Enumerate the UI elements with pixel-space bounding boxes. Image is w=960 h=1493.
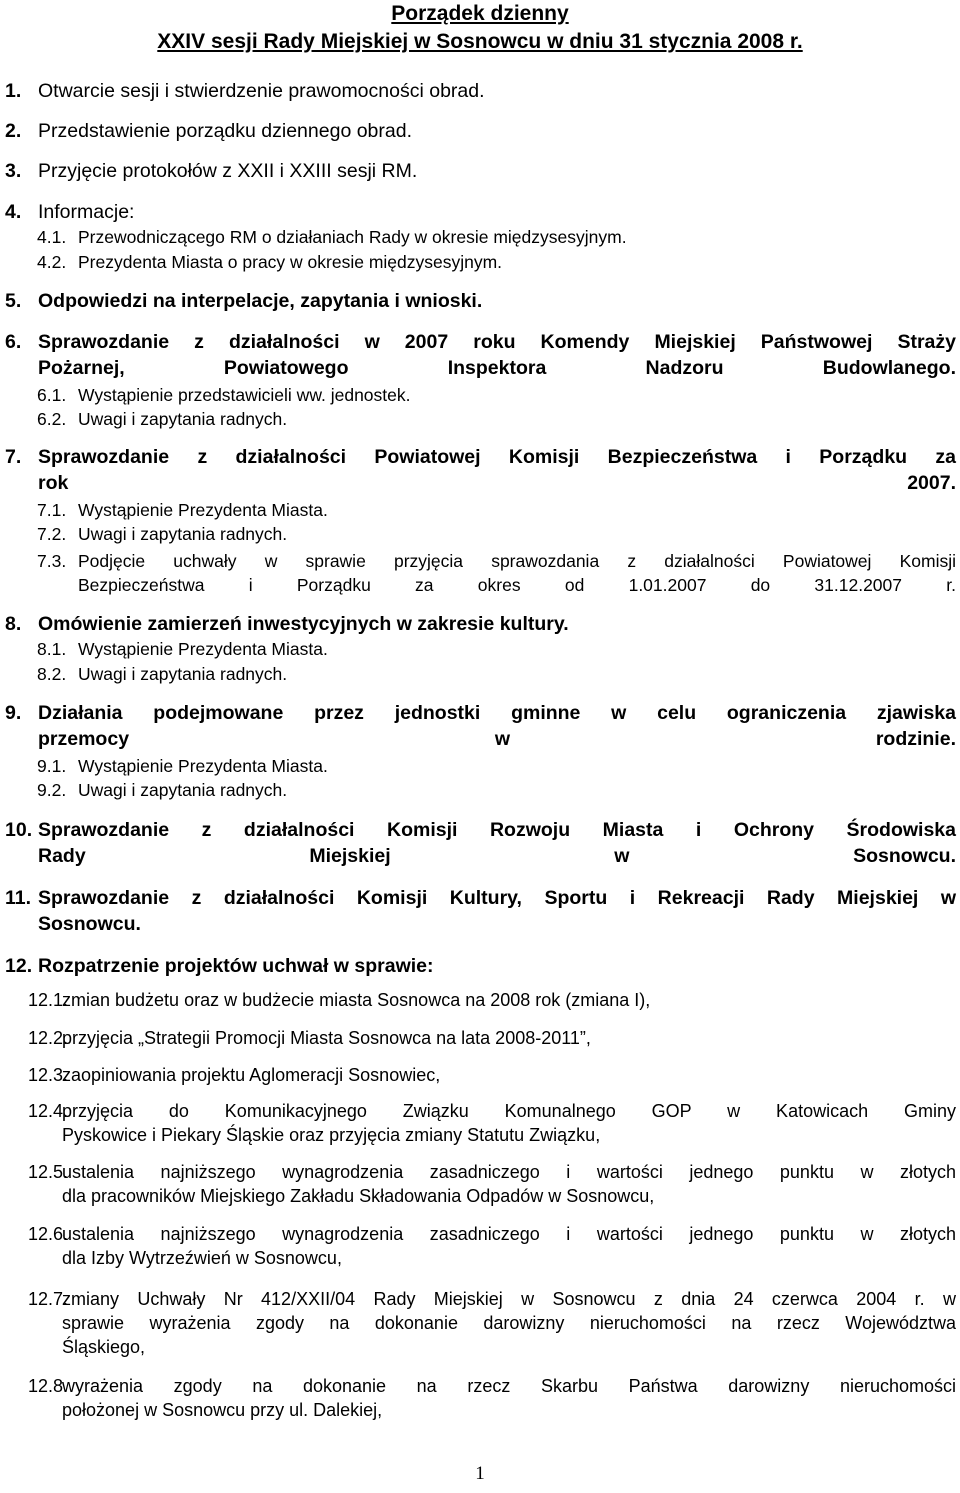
subitem-number: 9.1.: [37, 756, 67, 776]
item-text: Przedstawienie porządku dziennego obrad.: [38, 120, 412, 142]
subitem-text-line: położonej w Sosnowcu przy ul. Dalekiej,: [62, 1400, 383, 1420]
item-text-line: rok 2007.: [38, 472, 956, 494]
item-text-line: Sprawozdanie z działalności Komisji Kultury, Sportu i Rekreacji Rady Miejskiej w: [38, 887, 956, 909]
subitem-number: 12.3.: [28, 1065, 69, 1085]
subitem-text: Prezydenta Miasta o pracy w okresie międzysesyjnym.: [78, 252, 503, 272]
item-number: 3.: [5, 160, 22, 182]
subitem-text-line: ustalenia najniższego wynagrodzenia zasadniczego i wartości jednego punktu w złotych: [62, 1162, 956, 1182]
subitem-text: [78, 549, 956, 597]
item-text-line: przemocy w rodzinie.: [38, 728, 956, 750]
item-text-line: Sprawozdanie z działalności w 2007 roku Komendy Miejskiej Państwowej Straży: [38, 331, 956, 353]
subitem-text: Przewodniczącego RM o działaniach Rady w okresie międzysesyjnym.: [78, 227, 627, 247]
subitem-number: 12.2.: [28, 1028, 69, 1048]
subitem-number: 8.2.: [37, 664, 67, 684]
subitem-number: 6.2.: [37, 409, 67, 429]
subitem-number: 7.2.: [37, 524, 67, 544]
subitem-text: [28, 1099, 956, 1147]
subitem-text-line: Podjęcie uchwały w sprawie przyjęcia sprawozdania z działalności Powiatowej Komisji: [78, 551, 956, 571]
subitem-text-line: sprawie wyrażenia zgody na dokonanie darowizny nieruchomości na rzecz Województwa: [62, 1313, 956, 1333]
item-text: [38, 329, 956, 381]
item-text: [38, 885, 956, 937]
subitem-text: [28, 1222, 956, 1270]
subitem-text-line: Pyskowice i Piekary Śląskie oraz przyjęcia zmiany Statutu Związku,: [62, 1125, 601, 1145]
subitem-number: 4.1.: [37, 227, 67, 247]
item-text: [38, 817, 956, 869]
page-number: 1: [475, 1463, 485, 1484]
item-text-line: Sprawozdanie z działalności Komisji Rozwoju Miasta i Ochrony Środowiska: [38, 819, 956, 841]
item-text: Informacje:: [38, 201, 135, 223]
subitem-text-line: Bezpieczeństwa i Porządku za okres od 1.01.2007 do 31.12.2007 r.: [78, 575, 956, 595]
subitem-text: Uwagi i zapytania radnych.: [78, 664, 288, 684]
page-subtitle: XXIV sesji Rady Miejskiej w Sosnowcu w dniu 31 stycznia 2008 r.: [157, 30, 803, 53]
subitem-number: 7.3.: [37, 551, 67, 571]
subitem-number: 12.8.: [28, 1376, 69, 1396]
item-text: [38, 700, 956, 752]
subitem-text: Uwagi i zapytania radnych.: [78, 524, 288, 544]
subitem-number: 6.1.: [37, 385, 67, 405]
subitem-number: 12.5.: [28, 1162, 69, 1182]
subitem-text: przyjęcia „Strategii Promocji Miasta Sosnowca na lata 2008-2011”,: [62, 1028, 591, 1048]
subitem-text-line: Śląskiego,: [62, 1337, 146, 1357]
subitem-text-line: dla pracowników Miejskiego Zakładu Składowania Odpadów w Sosnowcu,: [62, 1186, 655, 1206]
item-number: 1.: [5, 80, 22, 102]
subitem-number: 9.2.: [37, 780, 67, 800]
item-text: [38, 444, 956, 496]
item-text-line: Rady Miejskiej w Sosnowcu.: [38, 845, 956, 867]
subitem-text: [28, 1374, 956, 1422]
subitem-text: zaopiniowania projektu Aglomeracji Sosnowiec,: [62, 1065, 441, 1085]
item-number: 12.: [5, 955, 33, 977]
item-text-line: Sosnowcu.: [38, 913, 141, 935]
item-text-line: Działania podejmowane przez jednostki gminne w celu ograniczenia zjawiska: [38, 702, 956, 724]
subitem-text: zmian budżetu oraz w budżecie miasta Sosnowca na 2008 rok (zmiana I),: [62, 990, 651, 1010]
item-text: Rozpatrzenie projektów uchwał w sprawie:: [38, 955, 434, 977]
item-number: 8.: [5, 613, 22, 635]
item-number: 9.: [5, 702, 22, 724]
subitem-number: 7.1.: [37, 500, 67, 520]
subitem-number: 8.1.: [37, 639, 67, 659]
item-text-line: Pożarnej, Powiatowego Inspektora Nadzoru Budowlanego.: [38, 357, 956, 379]
item-number: 2.: [5, 120, 22, 142]
item-text: Przyjęcie protokołów z XXII i XXIII sesji RM.: [38, 160, 418, 182]
item-text: Omówienie zamierzeń inwestycyjnych w zakresie kultury.: [38, 613, 569, 635]
subitem-text: Uwagi i zapytania radnych.: [78, 409, 288, 429]
subitem-text-line: zmiany Uchwały Nr 412/XXII/04 Rady Miejskiej w Sosnowcu z dnia 24 czerwca 2004 r. w: [62, 1289, 956, 1309]
subitem-text-line: przyjęcia do Komunikacyjnego Związku Komunalnego GOP w Katowicach Gminy: [62, 1101, 956, 1121]
item-text: Otwarcie sesji i stwierdzenie prawomocności obrad.: [38, 80, 485, 102]
subitem-text-line: wyrażenia zgody na dokonanie na rzecz Skarbu Państwa darowizny nieruchomości: [62, 1376, 956, 1396]
subitem-number: 12.7.: [28, 1289, 69, 1309]
item-number: 6.: [5, 331, 22, 353]
subitem-number: 4.2.: [37, 252, 67, 272]
subitem-text: Wystąpienie Prezydenta Miasta.: [78, 639, 328, 659]
subitem-text: Uwagi i zapytania radnych.: [78, 780, 288, 800]
subitem-text-line: ustalenia najniższego wynagrodzenia zasadniczego i wartości jednego punktu w złotych: [62, 1224, 956, 1244]
item-number: 7.: [5, 446, 22, 468]
subitem-text: Wystąpienie przedstawicieli ww. jednostek.: [78, 385, 411, 405]
subitem-text: [28, 1160, 956, 1208]
subitem-number: 12.1.: [28, 990, 69, 1010]
item-number: 10.: [5, 819, 33, 841]
subitem-text: Wystąpienie Prezydenta Miasta.: [78, 756, 328, 776]
item-number: 5.: [5, 290, 22, 312]
item-text: Odpowiedzi na interpelacje, zapytania i wnioski.: [38, 290, 483, 312]
subitem-number: 12.6.: [28, 1224, 69, 1244]
subitem-text: [28, 1287, 956, 1359]
item-number: 4.: [5, 201, 22, 223]
item-number: 11.: [5, 887, 32, 909]
item-text-line: Sprawozdanie z działalności Powiatowej Komisji Bezpieczeństwa i Porządku za: [38, 446, 956, 468]
subitem-text: Wystąpienie Prezydenta Miasta.: [78, 500, 328, 520]
subitem-text-line: dla Izby Wytrzeźwień w Sosnowcu,: [62, 1248, 342, 1268]
page-title: Porządek dzienny: [391, 2, 569, 25]
subitem-number: 12.4.: [28, 1101, 69, 1121]
